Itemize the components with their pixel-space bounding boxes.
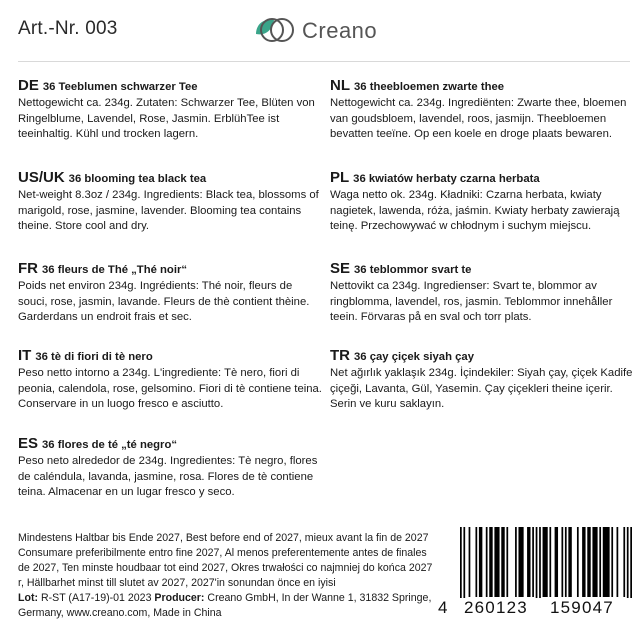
brand-name: Creano: [302, 18, 378, 43]
barcode-bar: [518, 527, 523, 597]
barcode-bar: [494, 527, 499, 597]
barcode-bar: [489, 527, 492, 597]
lang-code: FR: [18, 260, 38, 277]
barcode-digits-left: 260123: [464, 598, 528, 617]
barcode-bar: [543, 527, 548, 597]
barcode-number: [438, 598, 638, 618]
barcode-bar: [568, 527, 571, 597]
lang-block-pl: [330, 170, 635, 235]
lang-block-nl: [330, 78, 635, 143]
footer-text: [18, 531, 438, 622]
lang-text: Peso neto alrededor de 234g. Ingredientes: Tè negro, flores de caléndula, lavanda, jasmine, rosa. Flores de tè contiene teina. Almacenar en un lugar fresco y seco.: [18, 455, 318, 499]
barcode-bar: [603, 527, 610, 597]
barcode-bar: [555, 527, 558, 597]
lang-code: SE: [330, 260, 351, 277]
barcode-bar: [549, 527, 551, 597]
lang-title: 36 flores de té „té negro“: [42, 439, 177, 451]
lang-title: 36 tè di fiori di tè nero: [35, 351, 153, 363]
barcode-bar: [611, 527, 613, 597]
barcode-bar: [532, 527, 534, 597]
lang-code: TR: [330, 347, 350, 364]
lang-code: ES: [18, 435, 39, 452]
producer-value: Creano GmbH, In der Wanne 1, 31832 Springe, Germany, www.creano.com, Made in China: [18, 592, 432, 620]
lang-code: IT: [18, 347, 32, 364]
lang-title: 36 blooming tea black tea: [68, 173, 207, 185]
barcode-bar: [592, 527, 597, 597]
lang-text: Poids net environ 234g. Ingrédients: Thé noir, fleurs de souci, rose, jasmin, lavande. Fleurs de thè contient thèine. Garderdans un endroit frais et sec.: [18, 280, 310, 324]
lang-code: US/UK: [18, 169, 65, 186]
lang-block-us-uk: [18, 170, 323, 235]
barcode-bar: [617, 527, 619, 597]
lang-code: NL: [330, 77, 350, 94]
lang-title: 36 çay çiçek siyah çay: [354, 351, 474, 363]
barcode-bar: [479, 527, 482, 597]
barcode-bar: [587, 527, 590, 597]
lang-text: Nettogewicht ca. 234g. Zutaten: Schwarzer Tee, Blüten von Ringelblume, Lavendel, Rose, Jasmin. ErblühTee ist teeinhaltig. Kühl und trocken lagern.: [18, 97, 315, 141]
lang-block-tr: [330, 348, 635, 413]
creano-leaf-rings-logo-icon: [252, 12, 298, 48]
lang-text: Net ağırlık yaklaşık 234g. İçindekiler: Siyah çay, çiçek Kadife çiçeği, Lavanta, Gül, Yasemin. Çay çiçekleri theine içerir. Serin ve kuru saklayın.: [330, 367, 633, 411]
lang-text: Nettovikt ca 234g. Ingredienser: Svart te, blommor av ringblomma, lavendel, ros, jasmin. Teblommor innehåller teein. Förvaras på en sval och torr plats.: [330, 280, 613, 324]
barcode-bar: [469, 527, 471, 597]
lang-title: 36 fleurs de Thé „Thé noir“: [42, 264, 188, 276]
lang-title: 36 kwiatów herbaty czarna herbata: [353, 173, 540, 185]
lang-code: PL: [330, 169, 350, 186]
lang-text: Peso netto intorno a 234g. L'ingrediente: Tè nero, fiori di peonia, calendola, rose, gelsomino. Fiori di tè contiene teina. Conservare in un luogo fresco e asciutto.: [18, 367, 322, 411]
lot-value: R-ST (A17-19)-01 2023: [40, 592, 152, 605]
producer-label: Producer:: [154, 592, 205, 605]
barcode-bar: [486, 527, 488, 597]
lang-title: 36 Teeblumen schwarzer Tee: [42, 81, 198, 93]
barcode-bar: [506, 527, 508, 597]
header-divider: [18, 61, 630, 62]
barcode-bar: [475, 527, 477, 597]
lang-block-it: [18, 348, 323, 413]
lang-title: 36 theebloemen zwarte thee: [354, 81, 505, 93]
barcode-bar: [561, 527, 563, 597]
lang-block-es: [18, 436, 323, 501]
barcode-bar: [623, 527, 625, 597]
lot-label: Lot:: [18, 592, 38, 605]
lang-block-de: [18, 78, 323, 143]
lang-title: 36 teblommor svart te: [354, 264, 472, 276]
barcode-bar: [501, 527, 504, 597]
barcode-bar: [565, 527, 567, 597]
barcode-digit-first: 4: [438, 598, 449, 617]
lang-text: Nettogewicht ca. 234g. Ingrediënten: Zwarte thee, bloemen van goudsbloem, lavendel, roos, jasmijn. Theebloemen bevatten teeïne. Op een koele en droge plaats bewaren.: [330, 97, 627, 141]
barcode-bar: [582, 527, 585, 597]
barcode-digits-right: 159047: [550, 598, 614, 617]
barcode-bar: [527, 527, 530, 597]
lang-block-fr: [18, 261, 323, 326]
lang-text: Net-weight 8.3oz / 234g. Ingredients: Black tea, blossoms of marigold, rose, jasmine, lavender. Blooming tea contains theine. Store cool and dry.: [18, 189, 319, 233]
barcode-bar: [599, 527, 601, 597]
article-number: Art.-Nr. 003: [18, 18, 118, 39]
lang-code: DE: [18, 77, 39, 94]
best-before-text: Mindestens Haltbar bis Ende 2027, Best before end of 2027, mieux avant la fin de 2027 Consumare preferibilmente entro fine 2027, Al menos preferentemente antes de finales de 2027, Ten minste houdbaar tot eind 2027, Okres trwałości co najmniej do końca 2027 r, Hällbarhet minst till slutet av 2027, 2027'in sonundan önce en iyisi: [18, 532, 433, 590]
lang-text: Waga netto ok. 234g. Kładniki: Czarna herbata, kwiaty nagietek, lawenda, róża, jaśmin. Kwiaty herbaty zawierają teinę. Przechowywać w chłodnym i suchym miejscu.: [330, 189, 620, 233]
barcode-bar: [515, 527, 517, 597]
brand-logo: [252, 10, 412, 50]
barcode-bar: [577, 527, 579, 597]
lang-block-se: [330, 261, 635, 326]
header: [0, 0, 640, 62]
